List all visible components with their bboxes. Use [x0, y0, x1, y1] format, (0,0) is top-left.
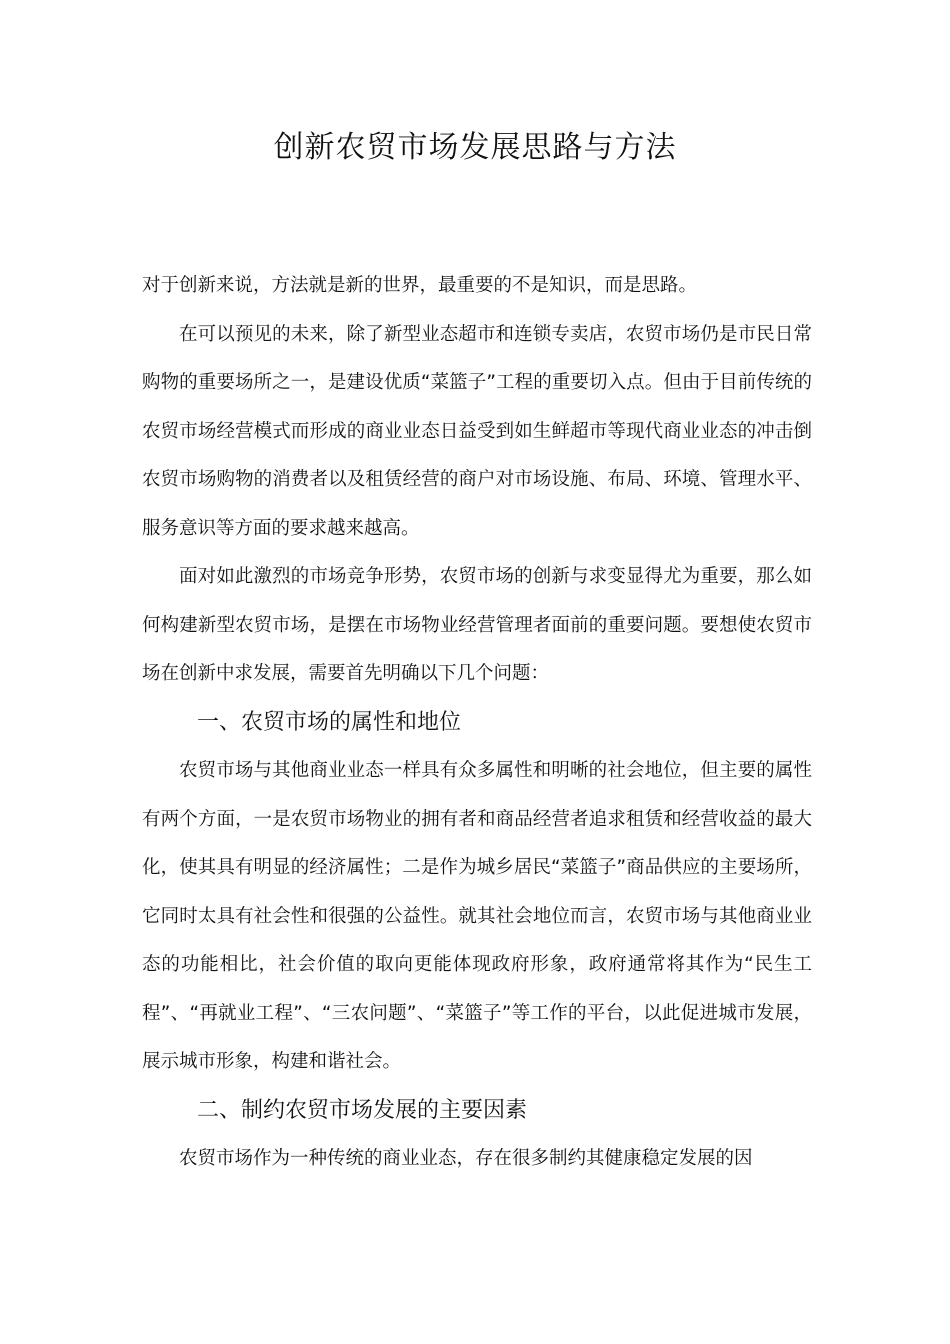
body-paragraph: 面对如此激烈的市场竞争形势，农贸市场的创新与求变显得尤为重要，那么如何构建新型农贸市场，是摆在市场物业经营管理者面前的重要问题。要想使农贸市场在创新中求发展，需要首先明确以下几个问题： — [142, 566, 812, 684]
document-title: 创新农贸市场发展思路与方法 — [273, 130, 677, 165]
document-body — [142, 262, 812, 1184]
intro-paragraph: 对于创新来说，方法就是新的世界，最重要的不是知识，而是思路。 — [142, 275, 698, 296]
body-paragraph: 农贸市场与其他商业业态一样具有众多属性和明晰的社会地位，但主要的属性有两个方面，一是农贸市场物业的拥有者和商品经营者追求租赁和经营收益的最大化，使其具有明显的经济属性；二是作为城乡居民“菜篮子”商品供应的主要场所，它同时太具有社会性和很强的公益性。就其社会地位而言，农贸市场与其他商业业态的功能相比，社会价值的取向更能体现政府形象，政府通常将其作为“民生工程”、“再就业工程”、“三农问题”、“菜篮子”等工作的平台，以此促进城市发展，展示城市形象，构建和谐社会。 — [142, 760, 812, 1072]
body-paragraph: 在可以预见的未来，除了新型业态超市和连锁专卖店，农贸市场仍是市民日常购物的重要场所之一，是建设优质“菜篮子”工程的重要切入点。但由于目前传统的农贸市场经营模式而形成的商业业态日益受到如生鲜超市等现代商业业态的冲击倒农贸市场购物的消费者以及租赁经营的商户对市场设施、布局、环境、管理水平、服务意识等方面的要求越来越高。 — [142, 323, 812, 539]
section-heading: 一、农贸市场的属性和地位 — [197, 709, 462, 735]
section-heading: 二、制约农贸市场发展的主要因素 — [197, 1097, 528, 1123]
body-paragraph: 农贸市场作为一种传统的商业业态，存在很多制约其健康稳定发展的因 — [179, 1148, 753, 1169]
